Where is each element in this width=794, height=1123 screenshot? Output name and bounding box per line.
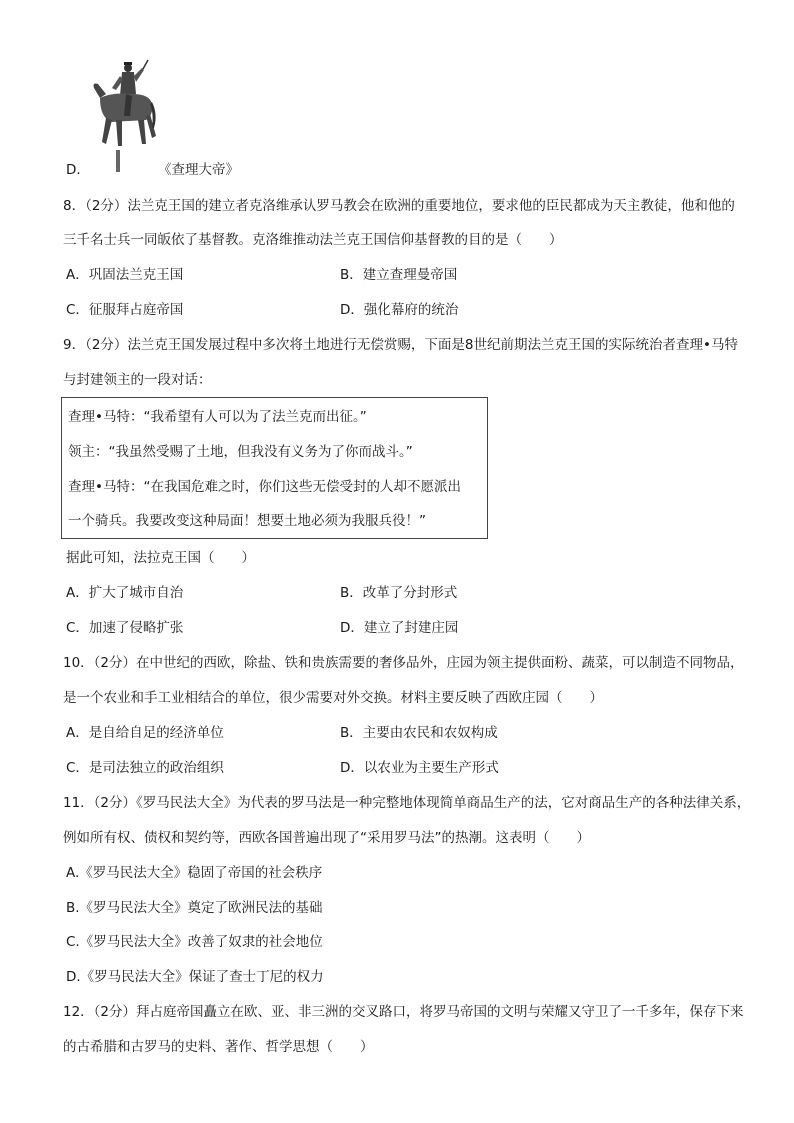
q11-stem-line2: 例如所有权、债权和契约等，西欧各国普遍出现了“采用罗马法”的热潮。这表明（ ） (63, 830, 590, 846)
q9-option-a[interactable]: A．扩大了城市自治 (66, 585, 184, 601)
q8-stem-line2: 三千名士兵一同皈依了基督教。克洛维推动法兰克王国信仰基督教的目的是（ ） (63, 232, 563, 248)
q9-conclusion: 据此可知，法拉克王国（ ） (66, 550, 255, 566)
q8-option-b[interactable]: B．建立查理曼帝国 (340, 267, 458, 283)
q8-stem-line1: 8．（2分）法兰克王国的建立者克洛维承认罗马教会在欧洲的重要地位，要求他的臣民都成为天主教徒，他和他的 (63, 198, 735, 214)
q10-option-b[interactable]: B．主要由农民和农奴构成 (340, 725, 498, 741)
q9-box-line3: 查理•马特：“在我国危难之时，你们这些无偿受封的人却不愿派出 (68, 479, 461, 495)
q9-option-d[interactable]: D．建立了封建庄园 (340, 620, 459, 636)
q9-box-line4: 一个骑兵。我要改变这种局面！想要土地必须为我服兵役！” (68, 513, 426, 529)
q9-option-c[interactable]: C．加速了侵略扩张 (66, 620, 184, 636)
q9-stem-line1: 9．（2分）法兰克王国发展过程中多次将土地进行无偿赏赐，下面是8世纪前期法兰克王国的实际统治者查理•马特 (63, 337, 738, 353)
q9-stem-line2: 与封建领主的一段对话： (63, 372, 212, 388)
q11-option-a[interactable]: A.《罗马民法大全》稳固了帝国的社会秩序 (66, 865, 323, 881)
q7-option-d-letter: D． (66, 162, 90, 178)
q8-option-a[interactable]: A．巩固法兰克王国 (66, 267, 184, 283)
q9-box-line1: 查理•马特：“我希望有人可以为了法兰克而出征。” (68, 409, 367, 425)
q9-option-b[interactable]: B．改革了分封形式 (340, 585, 458, 601)
q11-stem-line1: 11．（2分）《罗马民法大全》为代表的罗马法是一种完整地体现简单商品生产的法，它对商品生产的各种法律关系， (63, 795, 751, 811)
q10-option-d[interactable]: D．以农业为主要生产形式 (340, 760, 499, 776)
q11-option-d[interactable]: D.《罗马民法大全》保证了查士丁尼的权力 (66, 969, 324, 985)
q11-option-c[interactable]: C.《罗马民法大全》改善了奴隶的社会地位 (66, 934, 323, 950)
q11-option-b[interactable]: B.《罗马民法大全》奠定了欧洲民法的基础 (66, 900, 323, 916)
q10-option-a[interactable]: A．是自给自足的经济单位 (66, 725, 224, 741)
q12-stem-line1: 12．（2分）拜占庭帝国矗立在欧、亚、非三洲的交叉路口，将罗马帝国的文明与荣耀又守卫了一千多年，保存下来 (63, 1004, 744, 1020)
q7-option-d-text: 《查理大帝》 (158, 162, 239, 178)
q8-option-d[interactable]: D．强化幕府的统治 (340, 302, 459, 318)
q10-stem-line2: 是一个农业和手工业相结合的单位，很少需要对外交换。材料主要反映了西欧庄园（ ） (63, 690, 603, 706)
q10-option-c[interactable]: C．是司法独立的政治组织 (66, 760, 224, 776)
q8-option-c[interactable]: C．征服拜占庭帝国 (66, 302, 184, 318)
equestrian-statue-icon (92, 58, 158, 174)
q10-stem-line1: 10．（2分）在中世纪的西欧，除盐、铁和贵族需要的奢侈品外，庄园为领主提供面粉、蔬菜，可以制造不同物品， (63, 655, 744, 671)
q12-stem-line2: 的古希腊和古罗马的史料、著作、哲学思想（ ） (63, 1039, 374, 1055)
q9-box-line2: 领主：“我虽然受赐了土地，但我没有义务为了你而战斗。” (68, 444, 413, 460)
